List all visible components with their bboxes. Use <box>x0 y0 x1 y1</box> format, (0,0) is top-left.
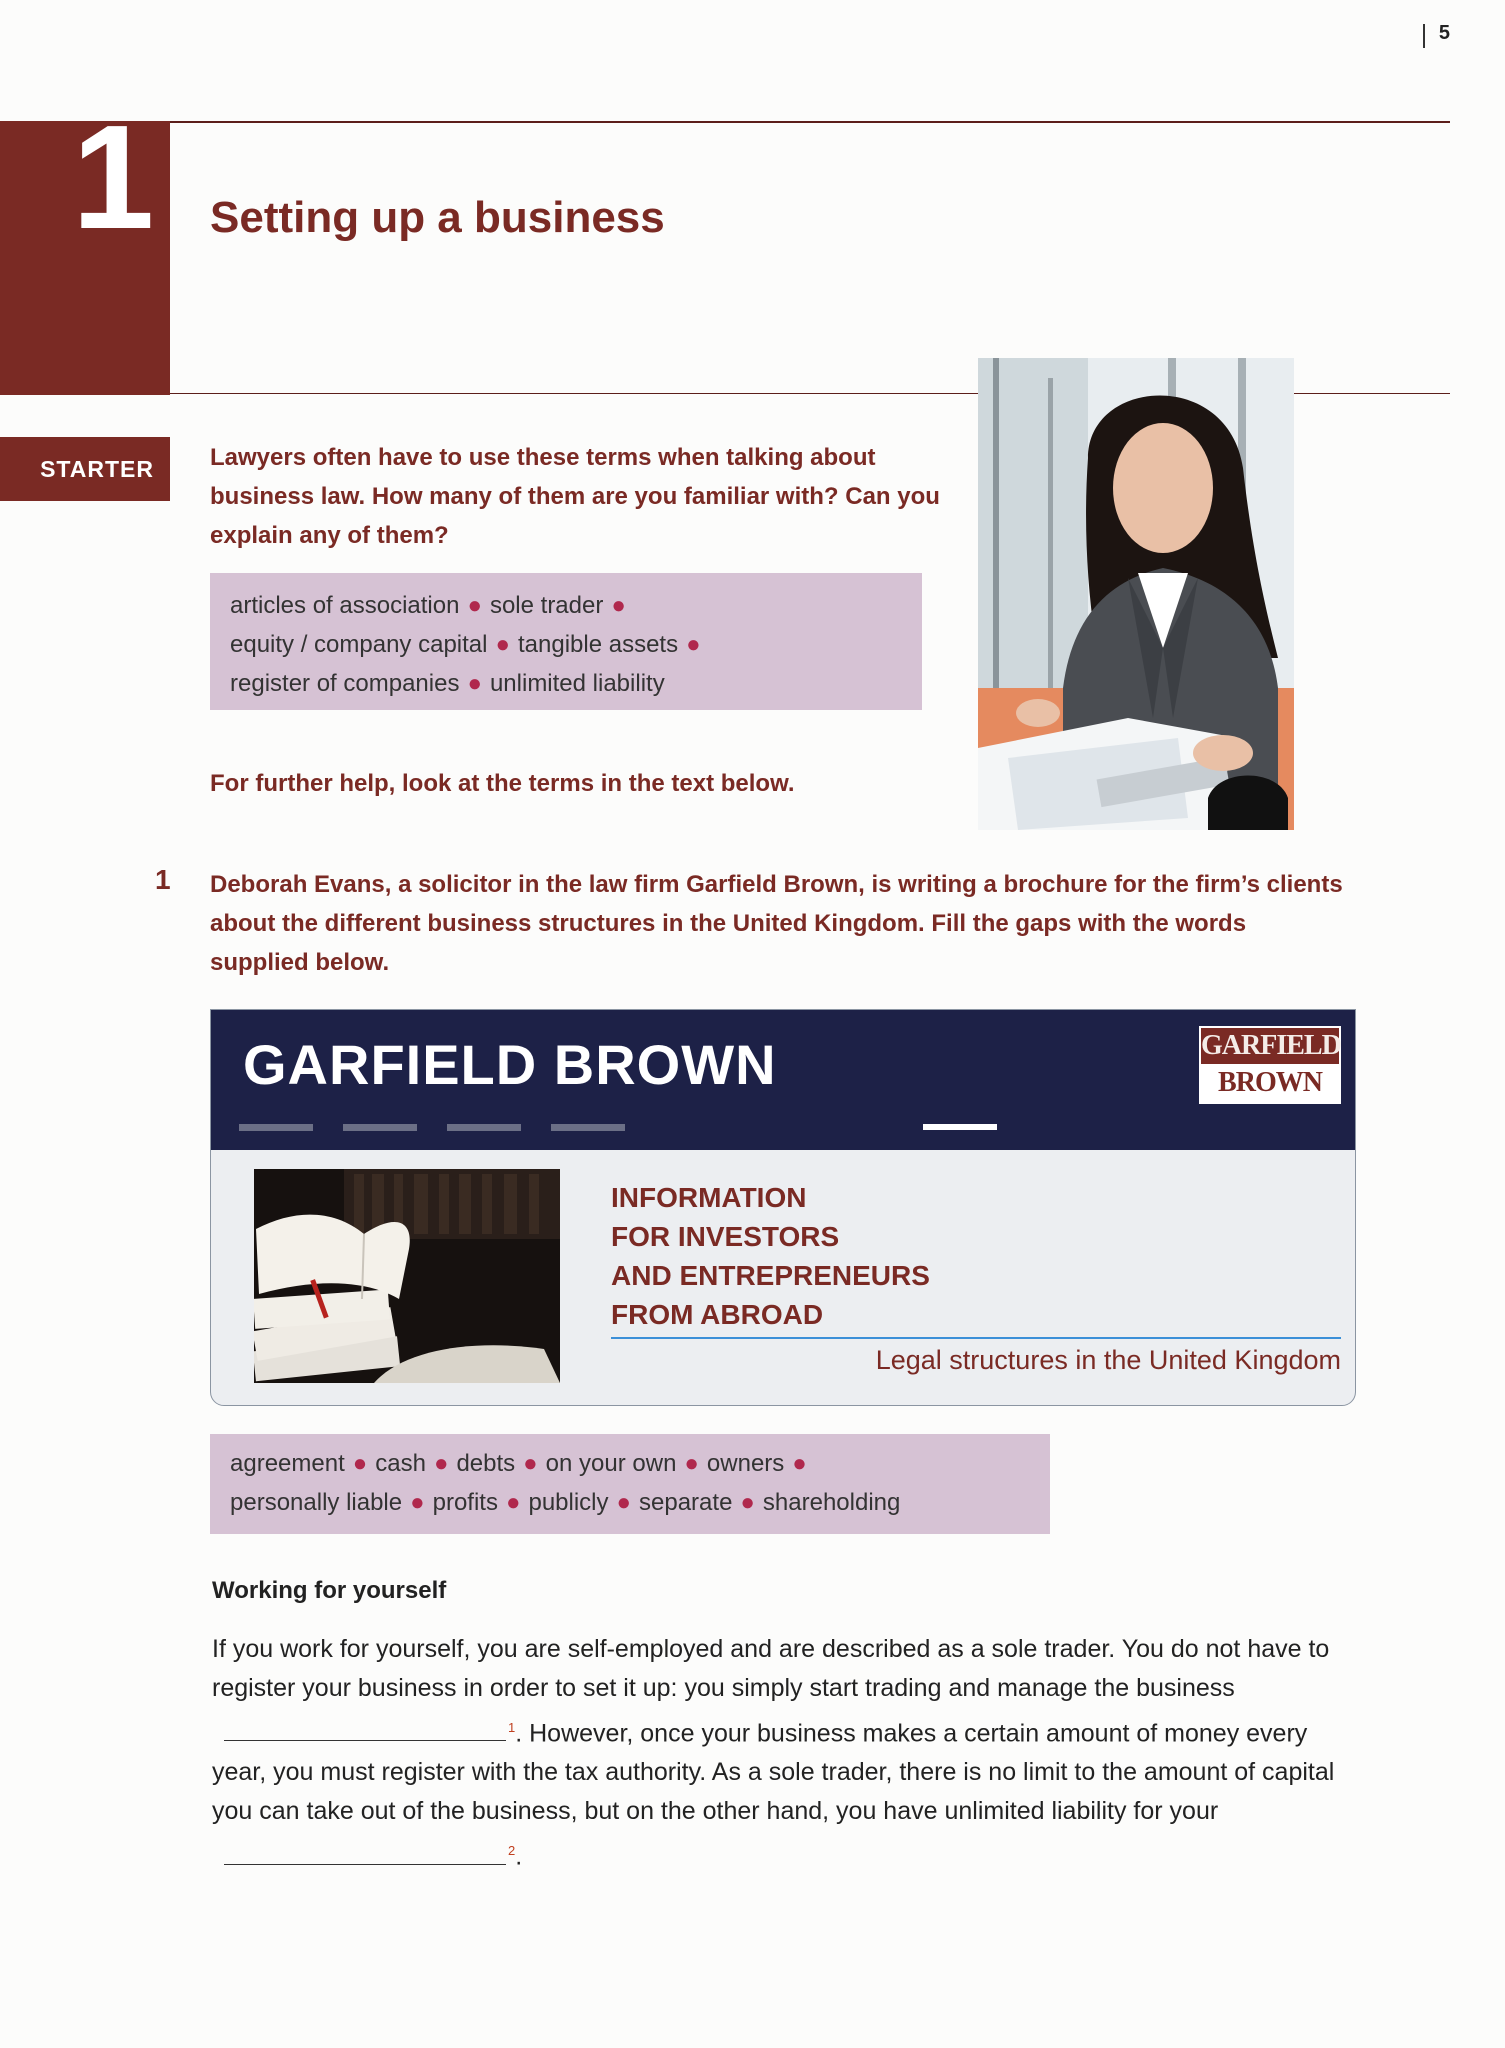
word: personally liable <box>230 1489 403 1516</box>
nav-item <box>239 1124 313 1131</box>
chapter-number: 1 <box>72 95 151 260</box>
exercise-instructions: Deborah Evans, a solicitor in the law firm Garfield Brown, is writing a brochure for the firm’s clients about the different business structures in the United Kingdom. Fill the gaps with the words supplied below. <box>210 871 1343 976</box>
paragraph-text: . <box>515 1842 523 1871</box>
brochure-heading <box>611 1178 930 1334</box>
heading-line: AND ENTREPRENEURS <box>611 1260 930 1291</box>
term: unlimited liability <box>489 670 665 697</box>
further-help-note: For further help, look at the terms in the text below. <box>210 770 795 797</box>
divider <box>170 393 978 394</box>
starter-tab: STARTER <box>0 437 170 501</box>
nav-item-active <box>923 1124 997 1130</box>
word: agreement <box>230 1450 345 1477</box>
paragraph-text: If you work for yourself, you are self-employed and are described as a sole trader. You do not have to register your business in order to set it up: you simply start trading and manage the business <box>212 1635 1330 1702</box>
divider <box>611 1337 1341 1339</box>
exercise-number: 1 <box>155 864 171 895</box>
divider <box>1294 393 1450 394</box>
terms-line: articles of association ● sole trader ● <box>230 592 626 619</box>
body-paragraph <box>212 1630 1357 1877</box>
heading-line: FOR INVESTORS <box>611 1221 840 1252</box>
firm-logo <box>1199 1026 1341 1104</box>
word-box <box>210 1434 1050 1534</box>
terms-box <box>210 573 922 710</box>
brochure-mockup <box>210 1009 1356 1406</box>
gap-number: 1 <box>508 1720 516 1735</box>
word: debts <box>456 1450 516 1477</box>
heading-line: INFORMATION <box>611 1182 807 1213</box>
law-books-photo <box>254 1169 560 1383</box>
divider <box>170 121 1450 123</box>
brochure-subheading: Legal structures in the United Kingdom <box>875 1345 1341 1375</box>
word-line: personally liable ● profits ● publicly ● separate ● shareholding <box>230 1489 901 1516</box>
starter-prompt: Lawyers often have to use these terms when talking about business law. How many of them are you familiar with? Can you explain any of them? <box>210 444 940 549</box>
term: register of companies <box>230 670 460 697</box>
word: publicly <box>528 1489 609 1516</box>
word: on your own <box>545 1450 677 1477</box>
firm-name: GARFIELD BROWN <box>243 1033 777 1096</box>
logo-text-bottom: BROWN <box>1218 1067 1322 1098</box>
heading-line: FROM ABROAD <box>611 1299 824 1330</box>
term: sole trader <box>489 592 604 619</box>
gap-blank[interactable] <box>224 1842 506 1865</box>
nav-item <box>343 1124 417 1131</box>
businesswoman-photo <box>978 358 1294 830</box>
terms-line: register of companies ● unlimited liability <box>230 670 665 697</box>
paragraph-text: . However, once your business makes a certain amount of money every year, you must register with the tax authority. As a sole trader, there is no limit to the amount of capital you can take out of the business, but on the other hand, you have unlimited liability for your <box>212 1719 1335 1826</box>
term: tangible assets <box>517 631 679 658</box>
nav-item <box>447 1124 521 1131</box>
brochure-header <box>211 1010 1355 1150</box>
nav-item <box>551 1124 625 1131</box>
term: equity / company capital <box>230 631 488 658</box>
word: profits <box>432 1489 498 1516</box>
word: separate <box>639 1489 733 1516</box>
word: cash <box>375 1450 426 1477</box>
chapter-title: Setting up a business <box>210 193 665 242</box>
section-heading: Working for yourself <box>212 1577 447 1604</box>
word: shareholding <box>762 1489 901 1516</box>
word-line: agreement ● cash ● debts ● on your own ● owners ● <box>230 1450 807 1477</box>
logo-text-top: GARFIELD <box>1201 1028 1339 1064</box>
gap-number: 2 <box>508 1843 516 1859</box>
terms-line: equity / company capital ● tangible assets ● <box>230 631 701 658</box>
page-number: 5 <box>1438 22 1450 44</box>
word: owners <box>706 1450 785 1477</box>
term: articles of association <box>230 592 460 619</box>
gap-blank[interactable] <box>224 1718 506 1741</box>
